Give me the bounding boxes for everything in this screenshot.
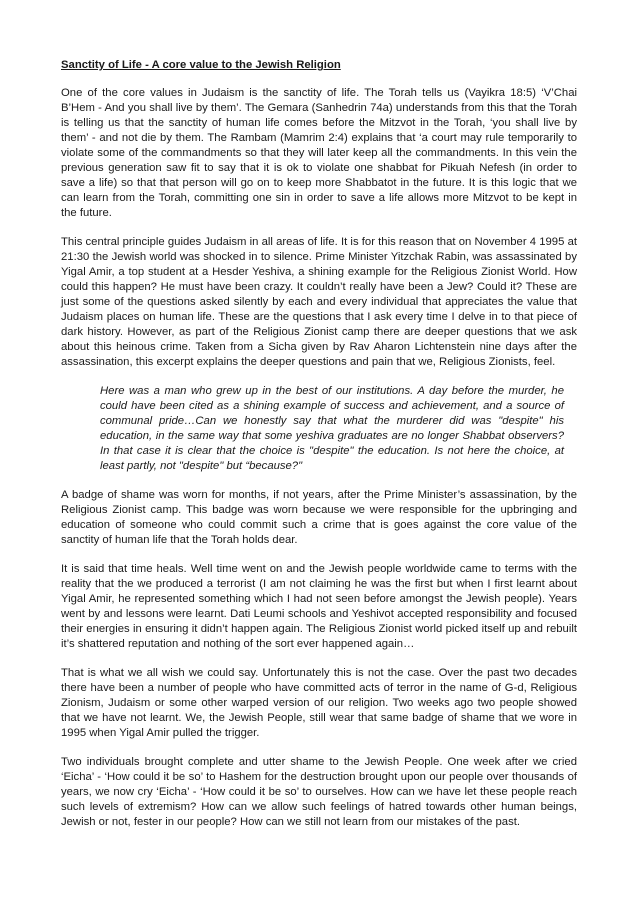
paragraph-3: A badge of shame was worn for months, if not years, after the Prime Minister’s assassination, by the Religious Zionist camp. This badge was worn because we were responsible for the upbringing and education of someone who could commit such a crime that is goes against the core value of the sanctity of human life that the Torah holds dear. [61,489,577,546]
block-quote: Here was a man who grew up in the best of our institutions. A day before the murder, he could have been cited as a shining example of success and achievement, and a source of communal pride…Can we honestly say that what the murderer did was "despite" his education, in the same way that some yeshiva graduates are no longer Shabbat observers? In that case it is clear that the choice is "despite" the education. Is not here the choice, at least partly, not "despite" but “because?" [100,385,564,472]
paragraph-4: It is said that time heals. Well time went on and the Jewish people worldwide came to terms with the reality that the we produced a terrorist (I am not claiming he was the first but when I first learnt about Yigal Amir, he represented something which I had not seen before amongst the Jewish people). Years went by and lessons were learnt. Dati Leumi schools and Yeshivot accepted responsibility and focused their energies in ensuring it didn’t happen again. The Religious Zionist world picked itself up and rebuilt it’s shattered reputation and nothing of the sort ever happened again… [61,563,577,650]
document-page [61,58,577,844]
paragraph-5: That is what we all wish we could say. Unfortunately this is not the case. Over the past two decades there have been a number of people who have committed acts of terror in the name of G-d, Religious Zionism, Judaism or some other warped version of our religion. Two weeks ago two people showed that we have not learnt. We, the Jewish People, still wear that same badge of shame that we wore in 1995 when Yigal Amir pulled the trigger. [61,667,577,739]
paragraph-1: One of the core values in Judaism is the sanctity of life. The Torah tells us (Vayikra 18:5) ‘V’Chai B’Hem - And you shall live by them’. The Gemara (Sanhedrin 74a) understands from this that the Torah is telling us that the sanctity of human life comes before the Mitzvot in the Torah, ‘you shall live by them’ - and not die by them. The Rambam (Mamrim 2:4) explains that ‘a court may rule temporarily to violate some of the commandments so that they will later keep all the commandments. In this vein the previous generation saw fit to say that it is ok to violate one shabbat for Pikuah Nefesh (in order to save a life) so that that person will go on to keep more Shabbatot in the future. It is this logic that we can learn from the Torah, committing one sin in order to save a life allows more Mitzvot to be kept in the future. [61,87,577,219]
paragraph-2: This central principle guides Judaism in all areas of life. It is for this reason that on November 4 1995 at 21:30 the Jewish world was shocked in to silence. Prime Minister Yitzchak Rabin, was assassinated by Yigal Amir, a top student at a Hesder Yeshiva, a shining example for the Religious Zionist World. How could this happen? He must have been crazy. It couldn’t really have been a Jew? Could it? These are just some of the questions asked silently by each and every individual that appreciates the value that Judaism places on human life. These are the questions that I ask every time I delve in to that piece of dark history. However, as part of the Religious Zionist camp there are deeper questions that we ask about this heinous crime. Taken from a Sicha given by Rav Aharon Lichtenstein nine days after the assassination, this excerpt explains the deeper questions and pain that we, Religious Zionists, feel. [61,236,577,368]
document-title: Sanctity of Life - A core value to the Jewish Religion [61,59,341,71]
paragraph-6: Two individuals brought complete and utter shame to the Jewish People. One week after we cried ‘Eicha’ - ‘How could it be so’ to Hashem for the destruction brought upon our people over thousands of years, we now cry ‘Eicha’ - ‘How could it be so’ to ourselves. How can we have let these people reach such levels of extremism? How can we allow such feelings of hatred towards other human beings, Jewish or not, fester in our people? How can we still not learn from our mistakes of the past. [61,756,577,828]
